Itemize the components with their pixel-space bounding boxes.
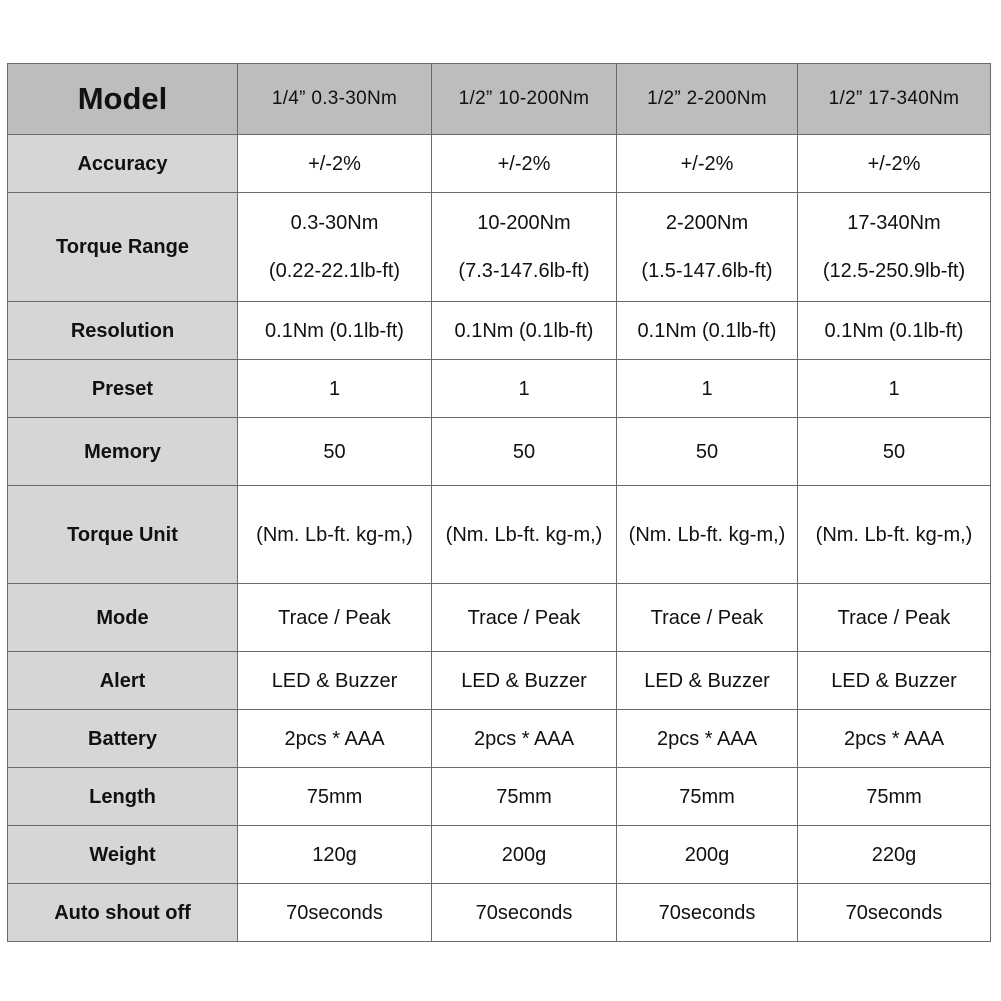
- table-row-mode: [8, 584, 991, 652]
- table-cell: 70seconds: [238, 884, 432, 942]
- table-cell: 70seconds: [432, 884, 617, 942]
- torque-range-lbft: (0.22-22.1lb-ft): [268, 260, 401, 282]
- table-cell: LED & Buzzer: [798, 652, 991, 710]
- table-cell: LED & Buzzer: [617, 652, 798, 710]
- torque-range-nm: 2-200Nm: [665, 212, 749, 234]
- table-cell: 2pcs * AAA: [798, 710, 991, 768]
- table-cell: 2pcs * AAA: [432, 710, 617, 768]
- table-row-length: [8, 768, 991, 826]
- table-cell: (Nm. Lb-ft. kg-m,): [798, 486, 991, 584]
- table-row-torque-unit: [8, 486, 991, 584]
- table-cell: (Nm. Lb-ft. kg-m,): [238, 486, 432, 584]
- table-row-auto-shout-off: [8, 884, 991, 942]
- table-cell: 0.1Nm (0.1lb-ft): [238, 302, 432, 360]
- row-label-auto-shout-off: Auto shout off: [8, 884, 238, 942]
- table-cell: LED & Buzzer: [238, 652, 432, 710]
- table-row-alert: [8, 652, 991, 710]
- table-cell: 75mm: [432, 768, 617, 826]
- table-cell: 75mm: [238, 768, 432, 826]
- table-row-torque-range: [8, 193, 991, 302]
- table-cell: 70seconds: [617, 884, 798, 942]
- table-cell: LED & Buzzer: [432, 652, 617, 710]
- table-cell: 75mm: [798, 768, 991, 826]
- torque-range-nm: 0.3-30Nm: [290, 212, 379, 234]
- table-cell: [798, 193, 991, 302]
- row-label-battery: Battery: [8, 710, 238, 768]
- row-label-preset: Preset: [8, 360, 238, 418]
- row-label-mode: Mode: [8, 584, 238, 652]
- model-column-2: 1/2” 10-200Nm: [432, 64, 617, 135]
- table-cell: 0.1Nm (0.1lb-ft): [432, 302, 617, 360]
- table-cell: 200g: [432, 826, 617, 884]
- table-cell: 2pcs * AAA: [617, 710, 798, 768]
- table-cell: +/-2%: [798, 135, 991, 193]
- table-header-row: [8, 64, 991, 135]
- table-cell: Trace / Peak: [432, 584, 617, 652]
- table-cell: [238, 193, 432, 302]
- table-cell: Trace / Peak: [617, 584, 798, 652]
- table-cell: Trace / Peak: [798, 584, 991, 652]
- model-column-4: 1/2” 17-340Nm: [798, 64, 991, 135]
- row-label-memory: Memory: [8, 418, 238, 486]
- table-cell: (Nm. Lb-ft. kg-m,): [617, 486, 798, 584]
- row-label-weight: Weight: [8, 826, 238, 884]
- table-cell: 50: [432, 418, 617, 486]
- table-cell: 75mm: [617, 768, 798, 826]
- table-cell: 1: [798, 360, 991, 418]
- row-label-alert: Alert: [8, 652, 238, 710]
- table-row-resolution: [8, 302, 991, 360]
- table-cell: 2pcs * AAA: [238, 710, 432, 768]
- table-cell: 0.1Nm (0.1lb-ft): [617, 302, 798, 360]
- table-cell: [617, 193, 798, 302]
- table-row-battery: [8, 710, 991, 768]
- table-cell: +/-2%: [432, 135, 617, 193]
- table-cell: 50: [617, 418, 798, 486]
- table-cell: 50: [238, 418, 432, 486]
- table-cell: 220g: [798, 826, 991, 884]
- row-label-accuracy: Accuracy: [8, 135, 238, 193]
- spec-table: [7, 63, 991, 942]
- torque-range-nm: 17-340Nm: [847, 212, 941, 234]
- table-row-memory: [8, 418, 991, 486]
- table-cell: 50: [798, 418, 991, 486]
- model-column-1: 1/4” 0.3-30Nm: [238, 64, 432, 135]
- row-label-length: Length: [8, 768, 238, 826]
- table-cell: Trace / Peak: [238, 584, 432, 652]
- model-column-3: 1/2” 2-200Nm: [617, 64, 798, 135]
- row-label-resolution: Resolution: [8, 302, 238, 360]
- torque-range-nm: 10-200Nm: [477, 212, 571, 234]
- torque-range-lbft: (1.5-147.6lb-ft): [641, 260, 773, 282]
- table-cell: [432, 193, 617, 302]
- table-cell: 1: [238, 360, 432, 418]
- table-cell: 0.1Nm (0.1lb-ft): [798, 302, 991, 360]
- table-row-accuracy: [8, 135, 991, 193]
- table-cell: 1: [432, 360, 617, 418]
- model-header: Model: [8, 64, 238, 135]
- table-cell: 70seconds: [798, 884, 991, 942]
- table-cell: 200g: [617, 826, 798, 884]
- torque-range-lbft: (7.3-147.6lb-ft): [458, 260, 590, 282]
- table-cell: 120g: [238, 826, 432, 884]
- table-row-preset: [8, 360, 991, 418]
- table-cell: +/-2%: [238, 135, 432, 193]
- row-label-torque-range: Torque Range: [8, 193, 238, 302]
- torque-range-lbft: (12.5-250.9lb-ft): [822, 260, 966, 282]
- row-label-torque-unit: Torque Unit: [8, 486, 238, 584]
- table-row-weight: [8, 826, 991, 884]
- table-cell: (Nm. Lb-ft. kg-m,): [432, 486, 617, 584]
- table-cell: 1: [617, 360, 798, 418]
- table-cell: +/-2%: [617, 135, 798, 193]
